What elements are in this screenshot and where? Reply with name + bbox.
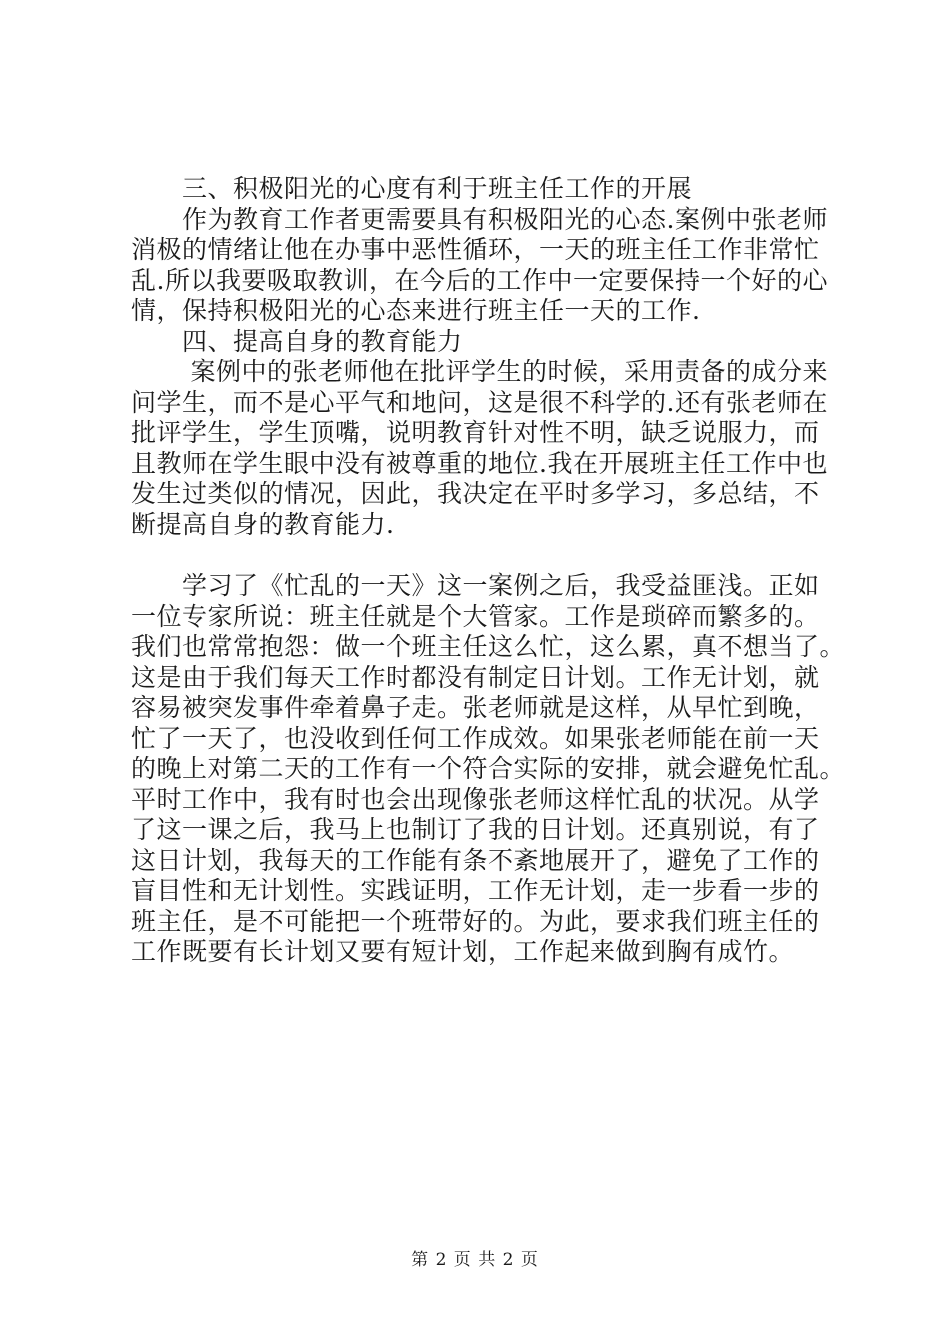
paragraph-gap (131, 540, 851, 571)
paragraph-line: 平时工作中，我有时也会出现像张老师这样忙乱的状况。从学 (131, 784, 820, 814)
document-body (131, 174, 851, 968)
paragraph-line: 一位专家所说：班主任就是个大管家。工作是琐碎而繁多的。 (131, 601, 820, 631)
paragraph-line: 忙了一天了，也没收到任何工作成效。如果张老师能在前一天 (131, 723, 820, 753)
paragraph-line: 盲目性和无计划性。实践证明，工作无计划，走一步看一步的 (131, 876, 820, 905)
paragraph-line: 学习了《忙乱的一天》这一案例之后，我受益匪浅。正如 (131, 571, 820, 600)
paragraph-line: 工作既要有长计划又要有短计划，工作起来做到胸有成竹。 (131, 937, 795, 966)
paragraph-line: 班主任，是不可能把一个班带好的。为此，要求我们班主任的 (131, 906, 820, 936)
paragraph-line: 消极的情绪让他在办事中恶性循环，一天的班主任工作非常忙 (131, 235, 820, 264)
page-footer: 第 2 页 共 2 页 (411, 1250, 539, 1270)
paragraph-line: 问学生，而不是心平气和地问，这是很不科学的.还有张老师在 (131, 387, 828, 417)
section-heading-4: 四、提高自身的教育能力 (131, 326, 463, 356)
paragraph-line: 案例中的张老师他在批评学生的时候，采用责备的成分来 (131, 357, 828, 386)
paragraph-line: 的晚上对第二天的工作有一个符合实际的安排，就会避免忙乱。 (131, 754, 846, 783)
paragraph-line: 且教师在学生眼中没有被尊重的地位.我在开展班主任工作中也 (131, 448, 828, 478)
paragraph-line: 这是由于我们每天工作时都没有制定日计划。工作无计划，就 (131, 662, 820, 692)
paragraph-line: 这日计划，我每天的工作能有条不紊地展开了，避免了工作的 (131, 845, 820, 875)
paragraph-line: 发生过类似的情况，因此，我决定在平时多学习，多总结，不 (131, 479, 820, 508)
paragraph-line: 情，保持积极阳光的心态来进行班主任一天的工作. (131, 296, 701, 325)
section-heading-3: 三、积极阳光的心度有利于班主任工作的开展 (131, 174, 693, 203)
paragraph-line: 作为教育工作者更需要具有积极阳光的心态.案例中张老师 (131, 204, 828, 234)
paragraph-line: 乱.所以我要吸取教训，在今后的工作中一定要保持一个好的心 (131, 265, 828, 295)
paragraph-line: 批评学生，学生顶嘴，说明教育针对性不明，缺乏说服力，而 (131, 418, 820, 447)
paragraph-line: 了这一课之后，我马上也制订了我的日计划。还真别说，有了 (131, 815, 820, 844)
paragraph-line: 容易被突发事件牵着鼻子走。张老师就是这样，从早忙到晚， (131, 693, 820, 722)
paragraph-line: 我们也常常抱怨：做一个班主任这么忙，这么累，真不想当了。 (131, 632, 846, 661)
paragraph-line: 断提高自身的教育能力. (131, 509, 395, 539)
